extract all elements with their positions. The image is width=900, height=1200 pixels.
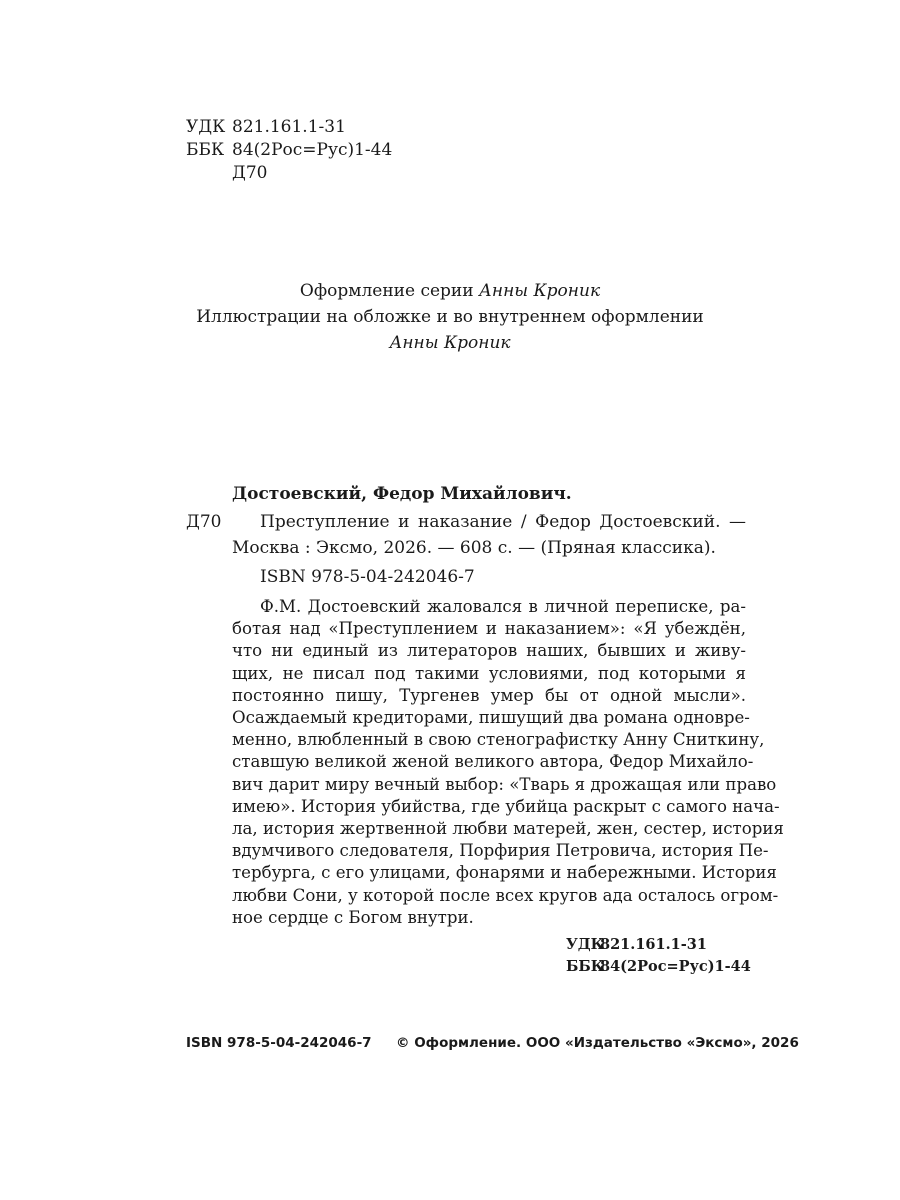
right-udk-value: 821.161.1-31 xyxy=(600,936,707,953)
annotation-line: менно, влюбленный в свою стенографистку Анну Сниткину, xyxy=(232,730,765,750)
footer-isbn: ISBN 978-5-04-242046-7 xyxy=(186,1035,372,1051)
design-credits xyxy=(0,278,900,356)
annotation-line: ботая над «Преступлением и наказанием»: «Я убеждён, xyxy=(232,619,746,639)
footer-copyright: © Оформление. ООО «Издательство «Эксмо», 2026 xyxy=(396,1035,799,1051)
record-title-line-1: Преступление и наказание / Федор Достоевский. — xyxy=(260,512,746,532)
series-artist: Анны Кроник xyxy=(479,281,601,301)
bbk-value: 84(2Рос=Рус)1-44 xyxy=(232,140,393,160)
author-mark-row xyxy=(186,162,392,185)
classification-codes xyxy=(186,116,392,185)
annotation xyxy=(232,596,784,929)
annotation-line: ла, история жертвенной любви матерей, жен, сестер, история xyxy=(232,819,784,839)
udk-value: 821.161.1-31 xyxy=(232,117,346,137)
bbk-row xyxy=(186,139,392,162)
right-bbk-label: ББК xyxy=(566,958,604,975)
annotation-line: постоянно пишу, Тургенев умер бы от одной мысли». xyxy=(232,685,746,705)
annotation-line: вич дарит миру вечный выбор: «Тварь я дрожащая или право xyxy=(232,774,777,794)
annotation-line: имею». История убийства, где убийца раскрыт с самого нача- xyxy=(232,796,780,816)
annotation-line: Осаждаемый кредиторами, пишущий два романа одновре- xyxy=(232,708,750,728)
right-bbk-row xyxy=(566,956,751,978)
annotation-line: ное сердце с Богом внутри. xyxy=(232,907,474,927)
record-title-line-2: Москва : Эксмо, 2026. — 608 с. — (Пряная классика). xyxy=(232,538,716,558)
record-isbn: ISBN 978-5-04-242046-7 xyxy=(260,567,475,587)
series-design-line xyxy=(0,278,900,304)
udk-row xyxy=(186,116,392,139)
annotation-line: тербурга, с его улицами, фонарями и набережными. История xyxy=(232,863,777,883)
record-author-mark: Д70 xyxy=(186,512,222,532)
annotation-line: Ф.М. Достоевский жаловался в личной переписке, ра- xyxy=(260,597,746,616)
author-mark: Д70 xyxy=(232,163,268,183)
annotation-line: щих, не писал под такими условиями, под которыми я xyxy=(232,663,746,683)
right-udk-label: УДК xyxy=(566,936,604,953)
series-design-prefix: Оформление серии xyxy=(299,281,479,301)
right-udk-row xyxy=(566,934,751,956)
annotation-line: вдумчивого следователя, Порфирия Петровича, история Пе- xyxy=(232,841,769,861)
annotation-line: любви Сони, у которой после всех кругов ада осталось огром- xyxy=(232,885,779,905)
udk-label: УДК xyxy=(186,117,226,137)
annotation-line: что ни единый из литераторов наших, бывших и живу- xyxy=(232,641,746,661)
annotation-line: ставшую великой женой великого автора, Федор Михайло- xyxy=(232,752,754,772)
bbk-label: ББК xyxy=(186,140,225,160)
right-classification-codes xyxy=(566,934,751,978)
illustrations-artist: Анны Кроник xyxy=(389,333,511,353)
right-bbk-value: 84(2Рос=Рус)1-44 xyxy=(600,958,751,975)
illustrations-line: Иллюстрации на обложке и во внутреннем оформлении xyxy=(196,307,704,327)
record-author: Достоевский, Федор Михайлович. xyxy=(232,484,572,504)
